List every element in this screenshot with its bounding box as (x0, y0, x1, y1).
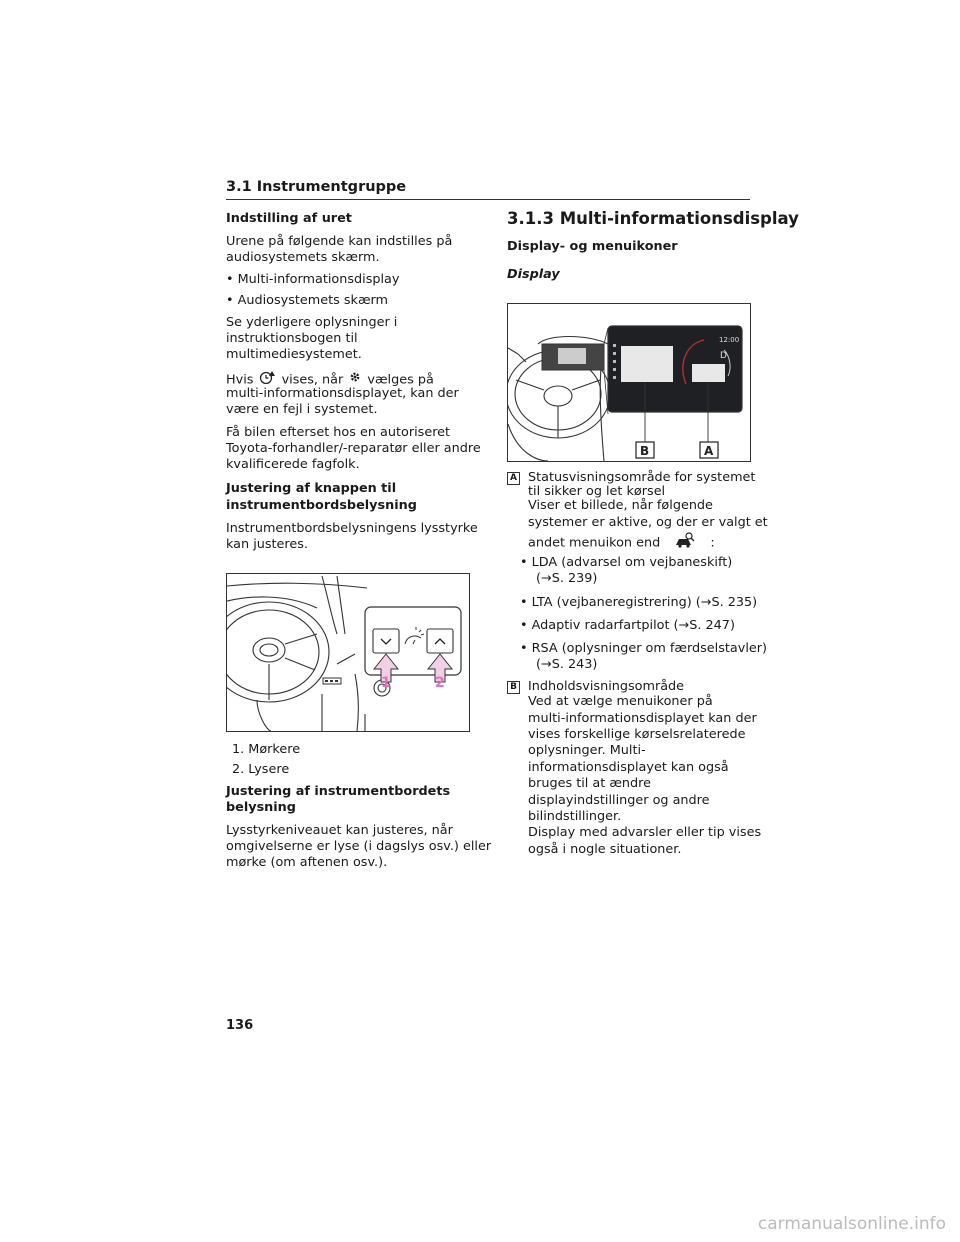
b-line-8: displayindstillinger og andre (528, 793, 710, 808)
figure-label-1: 1 (381, 675, 391, 691)
a-bullet-lta: • LTA (vejbaneregistrering) (→S. 235) (520, 595, 758, 610)
watermark: carmanualsonline.info (757, 1214, 946, 1234)
content-area (621, 346, 673, 382)
display-time: 12:00 (719, 336, 740, 344)
b-line-3: multi-informationsdisplayet kan der (528, 711, 757, 726)
page-number: 136 (226, 1018, 254, 1033)
dashboard-illustration (227, 574, 469, 731)
b-line-7: bruges til at ændre (528, 776, 652, 791)
para-warn-b: vises, når (281, 372, 344, 388)
bullet-mid: • Multi-informationsdisplay (226, 272, 400, 287)
a-bullet-rsa-2: (→S. 243) (536, 657, 598, 672)
heading-clock: Indstilling af uret (226, 211, 352, 226)
figure-dashboard-buttons (226, 573, 470, 732)
a-bullet-lda-1: • LDA (advarsel om vejbaneskift) (520, 555, 733, 570)
heading-display: Display (507, 267, 560, 282)
heading-mid: 3.1.3 Multi-informationsdisplay (507, 209, 799, 228)
para-panel-3: mørke (om aftenen osv.). (226, 855, 388, 870)
section-divider (226, 199, 750, 200)
b-line-5: oplysninger. Multi- (528, 743, 646, 758)
figure-mid-display (507, 303, 751, 462)
heading-knob-1: Justering af knappen til (226, 481, 397, 496)
figure-label-a: A (704, 444, 714, 458)
para-warn-c: vælges på (367, 372, 434, 388)
b-line-1: Indholdsvisningsområde (528, 679, 685, 694)
heading-icons: Display- og menuikoner (507, 239, 678, 254)
mid-display-illustration (508, 304, 750, 461)
marker-b: B (507, 681, 520, 694)
para-warn-2: multi-informationsdisplayet, kan der (226, 386, 459, 401)
list-brighter: 2. Lysere (232, 762, 290, 777)
a-line-5a: andet menuikon end (528, 535, 661, 551)
para-knob-2: kan justeres. (226, 537, 309, 552)
a-line-1: Statusvisningsområde for systemet (528, 470, 756, 485)
a-line-2: til sikker og let kørsel (528, 484, 666, 499)
b-line-9: bilindstillinger. (528, 809, 622, 824)
para-clock-1: Urene på følgende kan indstilles på (226, 234, 453, 249)
figure-label-2: 2 (435, 675, 445, 691)
para-dealer-1: Få bilen efterset hos en autoriseret (226, 425, 451, 440)
heading-panel-2: belysning (226, 800, 296, 815)
car-assist-icon (674, 532, 696, 554)
bullet-audio: • Audiosystemets skærm (226, 293, 389, 308)
para-ref-3: multimediesystemet. (226, 347, 362, 362)
a-line-4: systemer er aktive, og der er valgt et (528, 515, 768, 530)
a-line-5b: : (710, 535, 715, 551)
heading-panel-1: Justering af instrumentbordets (226, 784, 451, 799)
display-gear: D (720, 351, 727, 361)
para-warn-a: Hvis (226, 372, 254, 388)
para-ref-1: Se yderligere oplysninger i (226, 315, 398, 330)
b-line-11: også i nogle situationer. (528, 842, 682, 857)
b-line-6: informationsdisplayet kan også (528, 760, 729, 775)
figure-label-b: B (640, 444, 650, 458)
a-bullet-acc: • Adaptiv radarfartpilot (→S. 247) (520, 618, 735, 633)
a-line-5 (528, 532, 715, 554)
a-bullet-lda-2: (→S. 239) (536, 571, 598, 586)
marker-a: A (507, 472, 520, 485)
brighter-button (427, 629, 453, 653)
para-warn-3: være en fejl i systemet. (226, 402, 378, 417)
darker-button (373, 629, 399, 653)
b-line-10: Display med advarsler eller tip vises (528, 825, 762, 840)
para-panel-1: Lysstyrkeniveauet kan justeres, når (226, 823, 453, 838)
b-line-2: Ved at vælge menuikoner på (528, 694, 713, 709)
heading-knob-2: instrumentbordsbelysning (226, 498, 417, 513)
para-clock-2: audiosystemets skærm. (226, 250, 380, 265)
a-line-3: Viser et billede, når følgende (528, 498, 713, 513)
para-knob-1: Instrumentbordsbelysningens lysstyrke (226, 521, 478, 536)
a-bullet-rsa-1: • RSA (oplysninger om færdselstavler) (520, 641, 768, 656)
b-line-4: vises forskellige kørselsrelaterede (528, 727, 746, 742)
para-dealer-3: kvalificerede fagfolk. (226, 457, 360, 472)
status-area (692, 364, 725, 382)
section-header: 3.1 Instrumentgruppe (226, 179, 407, 195)
para-ref-2: instruktionsbogen til (226, 331, 358, 346)
para-dealer-2: Toyota-forhandler/-reparatør eller andre (226, 441, 481, 456)
para-panel-2: omgivelserne er lyse (i dagslys osv.) eller (226, 839, 492, 854)
list-darker: 1. Mørkere (232, 742, 301, 757)
